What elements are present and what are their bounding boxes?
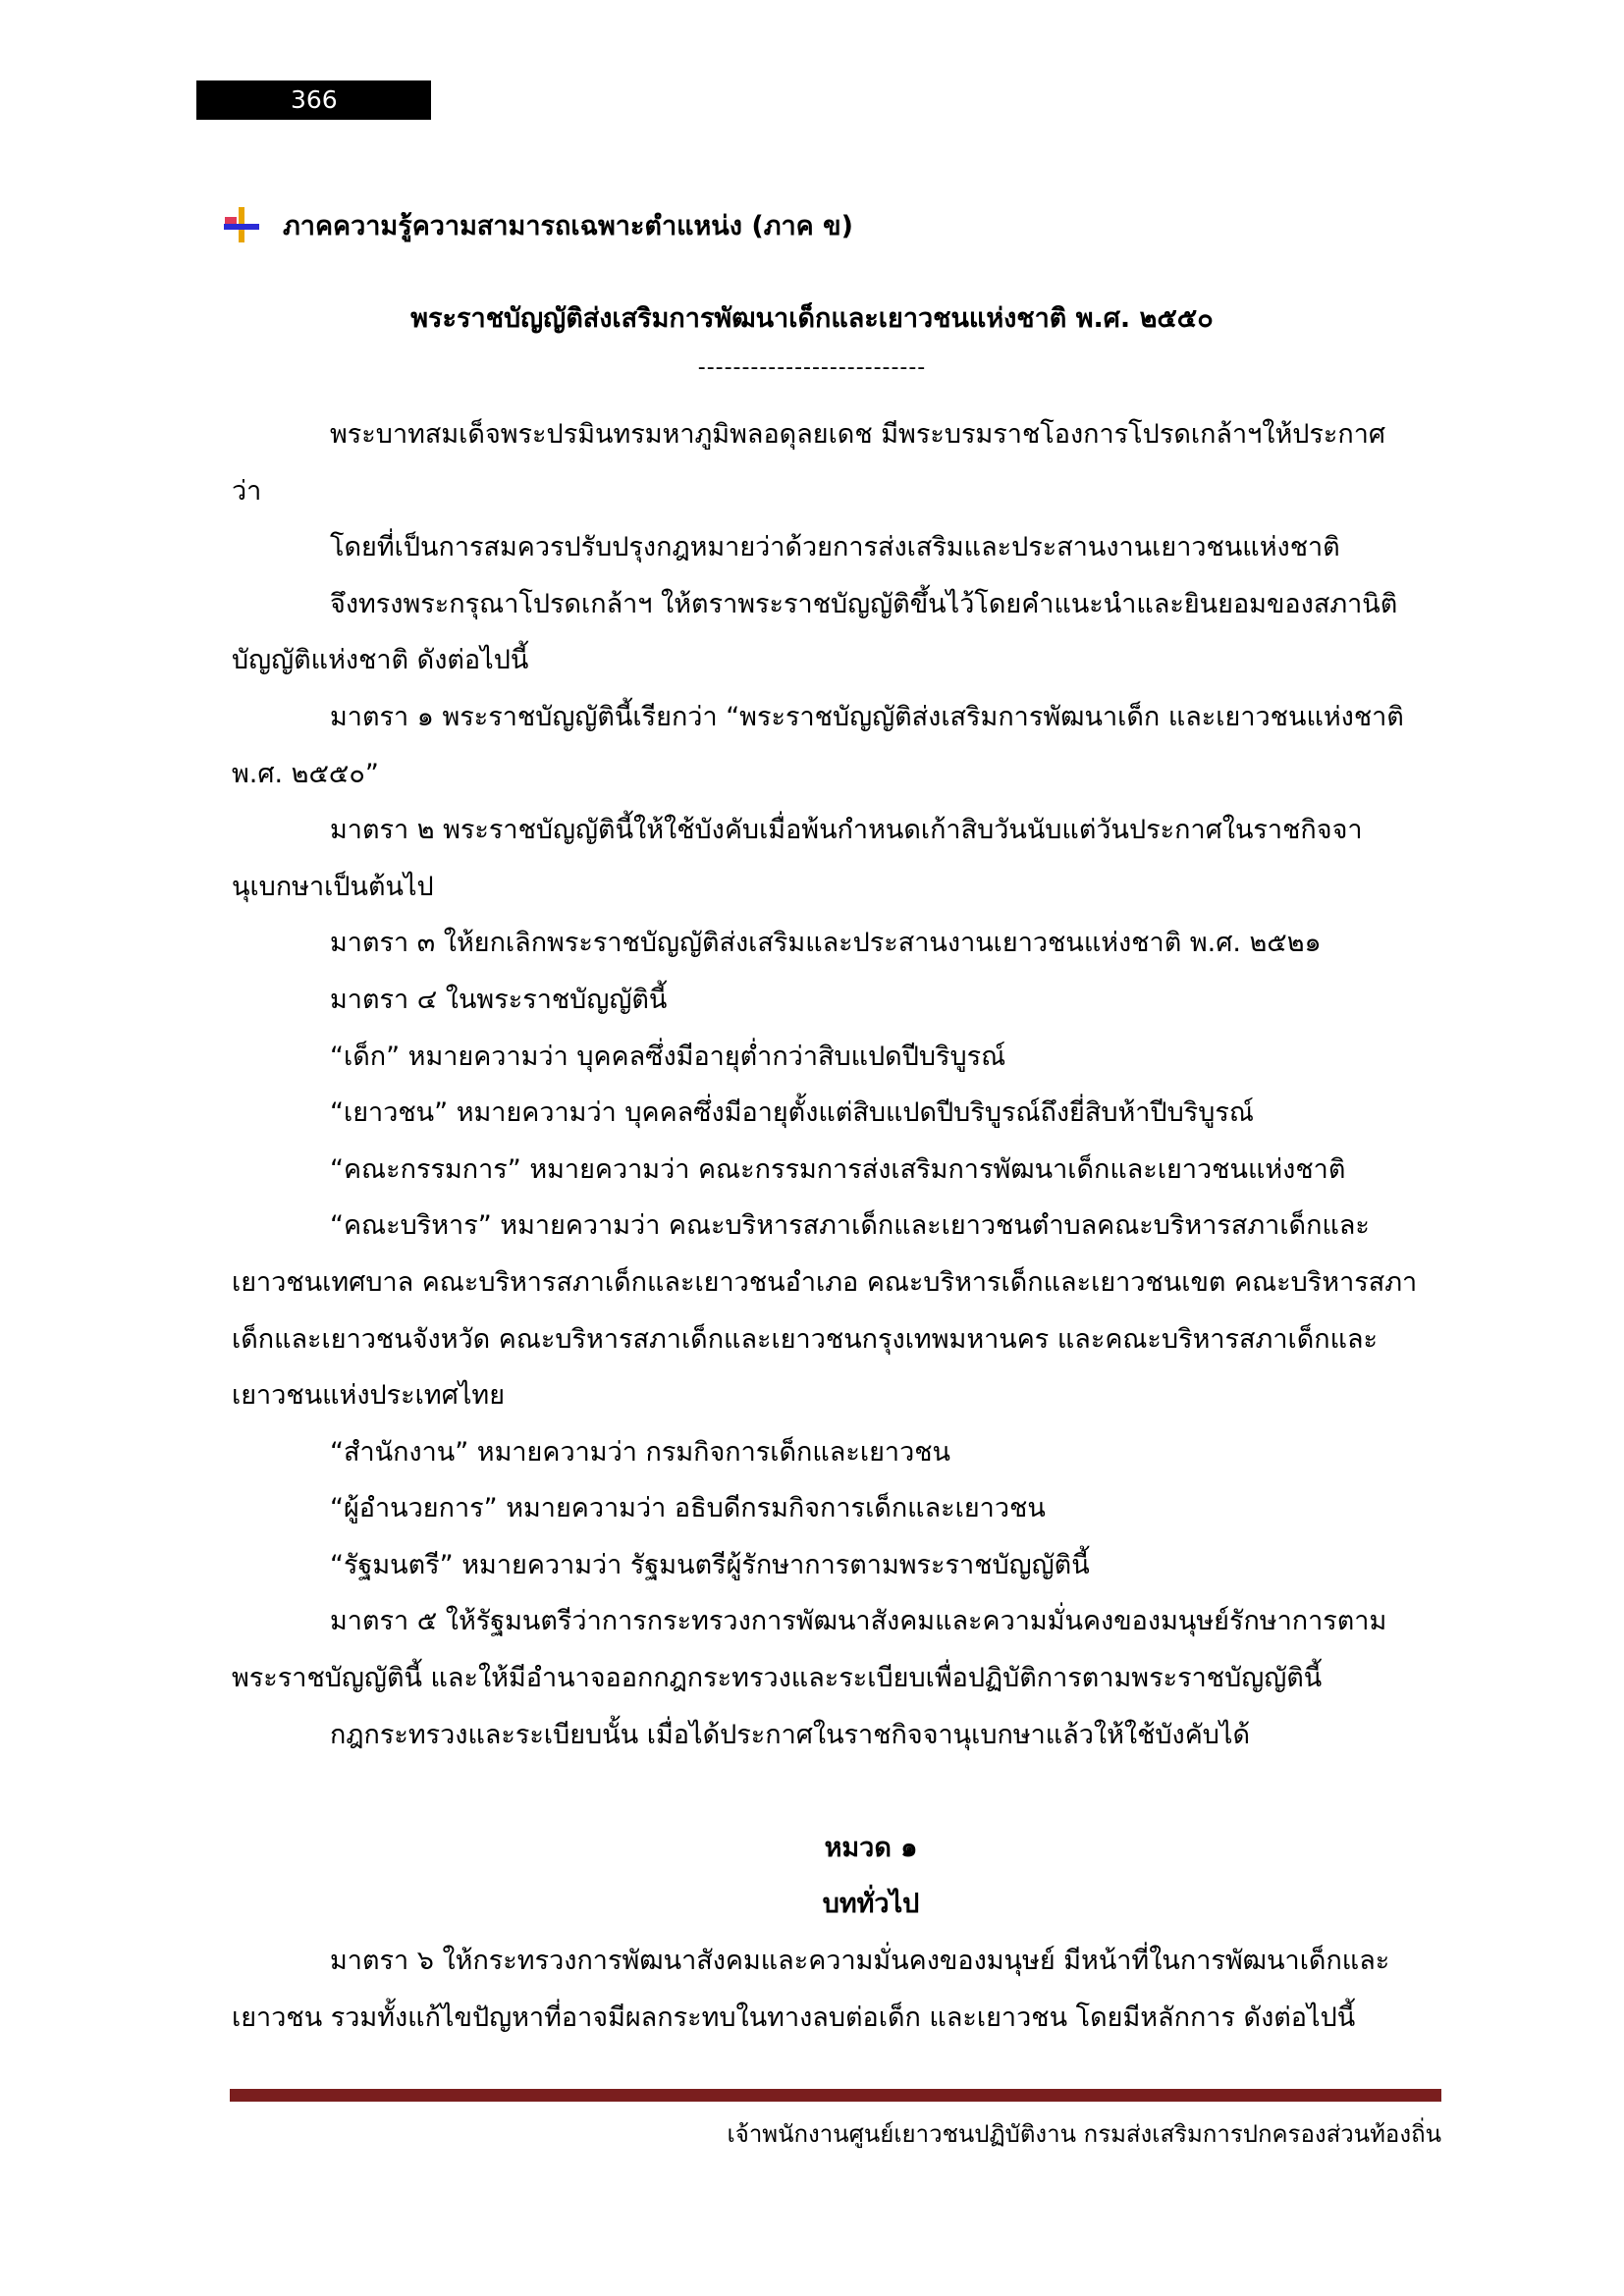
section-heading-row <box>222 202 853 247</box>
paragraph-line: โดยที่เป็นการสมควรปรับปรุงกฎหมายว่าด้วยการส่งเสริมและประสานงานเยาวชนแห่งชาติ <box>330 532 1340 563</box>
section-6-line: เยาวชน รวมทั้งแก้ไขปัญหาที่อาจมีผลกระทบในทางลบต่อเด็ก และเยาวชน โดยมีหลักการ ดังต่อไปนี้ <box>232 2002 1356 2033</box>
section-4-line: มาตรา ๔ ในพระราชบัญญัตินี้ <box>330 984 668 1015</box>
section-1-line: พ.ศ. ๒๕๕๐” <box>232 758 379 789</box>
section-5-line: พระราชบัญญัตินี้ และให้มีอำนาจออกกฎกระทรวงและระเบียบเพื่อปฏิบัติการตามพระราชบัญญัตินี้ <box>232 1663 1323 1694</box>
section-2-line: นุเบกษาเป็นต้นไป <box>232 871 434 902</box>
definition-line: “เด็ก” หมายความว่า บุคคลซึ่งมีอายุต่ำกว่าสิบแปดปีบริบูรณ์ <box>330 1041 1006 1072</box>
document-title: พระราชบัญญัติส่งเสริมการพัฒนาเด็กและเยาวชนแห่งชาติ พ.ศ. ๒๕๕๐ <box>410 303 1214 334</box>
section-2-line: มาตรา ๒ พระราชบัญญัตินี้ให้ใช้บังคับเมื่อพ้นกำหนดเก้าสิบวันนับแต่วันประกาศในราชกิจจา <box>330 815 1363 846</box>
page-number: 366 <box>196 80 431 120</box>
definition-line: “คณะกรรมการ” หมายความว่า คณะกรรมการส่งเสริมการพัฒนาเด็กและเยาวชนแห่งชาติ <box>330 1153 1346 1185</box>
definition-line: “สำนักงาน” หมายความว่า กรมกิจการเด็กและเยาวชน <box>330 1436 951 1468</box>
paragraph-line: พระบาทสมเด็จพระปรมินทรมหาภูมิพลอดุลยเดช มีพระบรมราชโองการโปรดเกล้าฯให้ประกาศ <box>330 419 1386 450</box>
colored-cross-icon <box>222 205 261 244</box>
definition-line: “คณะบริหาร” หมายความว่า คณะบริหารสภาเด็กและเยาวชนตำบลคณะบริหารสภาเด็กและ <box>330 1210 1370 1242</box>
definition-line: เยาวชนแห่งประเทศไทย <box>232 1380 506 1412</box>
definition-line: “รัฐมนตรี” หมายความว่า รัฐมนตรีผู้รักษาการตามพระราชบัญญัตินี้ <box>330 1549 1090 1580</box>
section-3-line: มาตรา ๓ ให้ยกเลิกพระราชบัญญัติส่งเสริมและประสานงานเยาวชนแห่งชาติ พ.ศ. ๒๕๒๑ <box>330 928 1322 959</box>
document-body <box>232 406 1432 2046</box>
definition-line: เยาวชนเทศบาล คณะบริหารสภาเด็กและเยาวชนอำเภอ คณะบริหารเด็กและเยาวชนเขต คณะบริหารสภา <box>232 1266 1418 1298</box>
definition-line: เด็กและเยาวชนจังหวัด คณะบริหารสภาเด็กและเยาวชนกรุงเทพมหานคร และคณะบริหารสภาเด็กและ <box>232 1323 1379 1355</box>
footer-text: เจ้าพนักงานศูนย์เยาวชนปฏิบัติงาน กรมส่งเสริมการปกครองส่วนท้องถิ่น <box>727 2120 1441 2148</box>
section-heading: ภาคความรู้ความสามารถเฉพาะตำแหน่ง (ภาค ข) <box>283 210 853 241</box>
paragraph-line: บัญญัติแห่งชาติ ดังต่อไปนี้ <box>232 645 529 676</box>
section-1-line: มาตรา ๑ พระราชบัญญัตินี้เรียกว่า “พระราชบัญญัติส่งเสริมการพัฒนาเด็ก และเยาวชนแห่งชาติ <box>330 701 1404 732</box>
paragraph-line: ว่า <box>232 475 262 507</box>
title-separator: -------------------------- <box>697 356 927 380</box>
section-5-line: กฎกระทรวงและระเบียบนั้น เมื่อได้ประกาศในราชกิจจานุเบกษาแล้วให้ใช้บังคับได้ <box>330 1719 1251 1750</box>
blank-line <box>232 1763 1432 1820</box>
definition-line: “ผู้อำนวยการ” หมายความว่า อธิบดีกรมกิจการเด็กและเยาวชน <box>330 1493 1046 1524</box>
section-6-line: มาตรา ๖ ให้กระทรวงการพัฒนาสังคมและความมั่นคงของมนุษย์ มีหน้าที่ในการพัฒนาเด็กและ <box>330 1946 1390 1977</box>
chapter-number: หมวด ๑ <box>824 1832 918 1863</box>
definition-line: “เยาวชน” หมายความว่า บุคคลซึ่งมีอายุตั้งแต่สิบแปดปีบริบูรณ์ถึงยี่สิบห้าปีบริบูรณ์ <box>330 1097 1254 1129</box>
chapter-title: บททั่วไป <box>822 1889 920 1920</box>
section-5-line: มาตรา ๕ ให้รัฐมนตรีว่าการกระทรวงการพัฒนาสังคมและความมั่นคงของมนุษย์รักษาการตาม <box>330 1606 1387 1637</box>
footer-rule <box>230 2089 1441 2102</box>
paragraph-line: จึงทรงพระกรุณาโปรดเกล้าฯ ให้ตราพระราชบัญญัติขึ้นไว้โดยคำแนะนำและยินยอมของสภานิติ <box>330 588 1398 619</box>
